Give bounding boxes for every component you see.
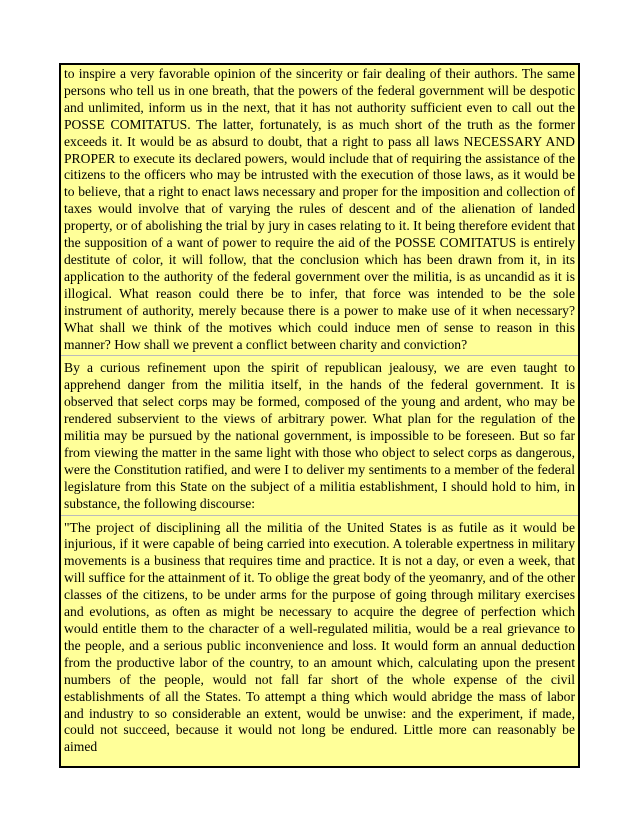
paragraph-select-corps: By a curious refinement upon the spirit of republican jealousy, we are even taught to apprehend danger from the militia itself, in the hands of the federal government. It is observed that select corps may be formed, composed of the young and ardent, who may be rendered subservient to the views of arbitrary power. What plan for the regulation of the militia may be pursued by the national government, is impossible to be foreseen. But so far from viewing the matter in the same light with those who object to select corps as dangerous, were the Constitution ratified, and were I to deliver my sentiments to a member of the federal legislature from this State on the subject of a militia establishment, I should hold to him, in substance, the following discourse: <box>61 356 578 515</box>
paragraph-militia-discourse: "The project of disciplining all the militia of the United States is as futile as it would be injurious, if it were capable of being carried into execution. A tolerable expertness in military movements is a business that requires time and practice. It is not a day, or even a week, that will suffice for the attainment of it. To oblige the great body of the yeomanry, and of the other classes of the citizens, to be under arms for the purpose of going through military exercises and evolutions, as often as might be necessary to acquire the degree of perfection which would entitle them to the character of a well-regulated militia, would be a real grievance to the people, and a serious public inconvenience and loss. It would form an annual deduction from the productive labor of the country, to an amount which, calculating upon the present numbers of the people, would not fall far short of the whole expense of the civil establishments of all the States. To attempt a thing which would abridge the mass of labor and industry to so considerable an extent, would be unwise: and the experiment, if made, could not succeed, because it would not long be endured. Little more can reasonably be aimed <box>64 519 575 755</box>
paragraph-posse-comitatus: to inspire a very favorable opinion of the sincerity or fair dealing of their authors. The same persons who tell us in one breath, that the powers of the federal government will be despotic and unlimited, inform us in the next, that it has not authority sufficient even to call out the POSSE COMITATUS. The latter, fortunately, is as much short of the truth as the former exceeds it. It would be as absurd to doubt, that a right to pass all laws NECESSARY AND PROPER to execute its declared powers, would include that of requiring the assistance of the citizens to the officers who may be intrusted with the execution of those laws, as it would be to believe, that a right to enact laws necessary and proper for the imposition and collection of taxes would involve that of varying the rules of descent and of the alienation of landed property, or of abolishing the trial by jury in cases relating to it. It being therefore evident that the supposition of a want of power to require the aid of the POSSE COMITATUS is entirely destitute of color, it will follow, that the conclusion which has been drawn from it, in its application to the authority of the federal government over the militia, is as uncandid as it is illogical. What reason could there be to infer, that force was intended to be the sole instrument of authority, merely because there is a power to make use of it when necessary? What shall we think of the motives which could induce men of sense to reason in this manner? How shall we prevent a conflict between charity and conviction? <box>61 65 578 356</box>
document-text-box <box>59 63 580 768</box>
